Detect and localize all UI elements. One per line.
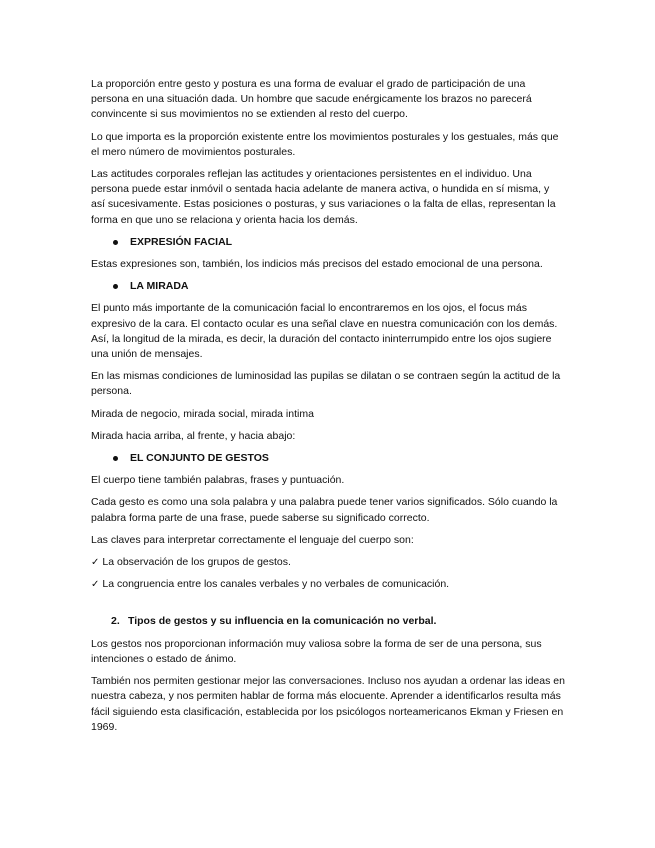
section-title: Tipos de gestos y su influencia en la comunicación no verbal. (128, 615, 437, 628)
check-item (91, 555, 565, 570)
paragraph: El cuerpo tiene también palabras, frases y puntuación. (91, 474, 345, 487)
check-item (91, 577, 565, 592)
paragraph: En las mismas condiciones de luminosidad las pupilas se dilatan o se contraen según la actitud de la persona. (91, 370, 561, 398)
paragraph: Lo que importa es la proporción existente entre los movimientos posturales y los gestuales, más que el mero número de movimientos posturales. (91, 130, 559, 158)
bullet-dot-icon (113, 240, 118, 245)
check-item-text: La congruencia entre los canales verbales y no verbales de comunicación. (102, 578, 450, 591)
paragraph: Mirada de negocio, mirada social, mirada intima (91, 407, 314, 420)
bullet-heading-conjunto-de-gestos (91, 451, 565, 466)
paragraph: Estas expresiones son, también, los indicios más precisos del estado emocional de una persona. (91, 258, 543, 271)
paragraph: Cada gesto es como una sola palabra y una palabra puede tener varios significados. Sólo cuando la palabra forma parte de una frase, puede saberse su significado correcto. (91, 496, 558, 524)
check-mark-icon: ✓ (91, 579, 100, 591)
bullet-heading-expresion-facial (91, 235, 565, 250)
paragraph: Las claves para interpretar correctamente el lenguaje del cuerpo son: (91, 533, 414, 546)
paragraph: La proporción entre gesto y postura es una forma de evaluar el grado de participación de una persona en una situación dada. Un hombre que sacude enérgicamente los brazos no parecerá convincente si sus movimientos no se extienden al resto del cuerpo. (91, 78, 532, 121)
paragraph: Los gestos nos proporcionan información muy valiosa sobre la forma de ser de una persona, sus intenciones o estado de ánimo. (91, 637, 542, 665)
paragraph: Mirada hacia arriba, al frente, y hacia abajo: (91, 429, 296, 442)
bullet-heading-label: LA MIRADA (130, 280, 189, 293)
bullet-heading-la-mirada (91, 279, 565, 294)
section-number: 2. (111, 615, 120, 628)
paragraph: También nos permiten gestionar mejor las conversaciones. Incluso nos ayudan a ordenar las ideas en nuestra cabeza, y nos permiten hablar de forma más elocuente. Aprender a identificarlos resulta más fácil siguiendo esta clasificación, establecida por los psicólogos norteamericanos Ekman y Friesen en 1969. (91, 675, 565, 733)
check-item-text: La observación de los grupos de gestos. (102, 556, 291, 569)
section-heading (91, 614, 565, 629)
bullet-heading-label: EL CONJUNTO DE GESTOS (130, 452, 269, 465)
paragraph: El punto más importante de la comunicación facial lo encontraremos en los ojos, el focus más expresivo de la cara. El contacto ocular es una señal clave en nuestra comunicación con los demás. Así, la longitud de la mirada, es decir, la duración del contacto ininterrumpido entre los ojos sugiere una unión de mensajes. (91, 302, 558, 361)
bullet-dot-icon (113, 284, 118, 289)
bullet-heading-label: EXPRESIÓN FACIAL (130, 235, 233, 248)
bullet-dot-icon (113, 456, 118, 461)
check-mark-icon: ✓ (91, 557, 100, 569)
paragraph: Las actitudes corporales reflejan las actitudes y orientaciones persistentes en el individuo. Una persona puede estar inmóvil o sentada hacia adelante de manera activa, o hundida en sí misma, y así sucesivamente. Estas posiciones o posturas, y sus variaciones o la falta de ellas, representan la forma en que uno se relaciona y orienta hacia los demás. (91, 168, 556, 226)
